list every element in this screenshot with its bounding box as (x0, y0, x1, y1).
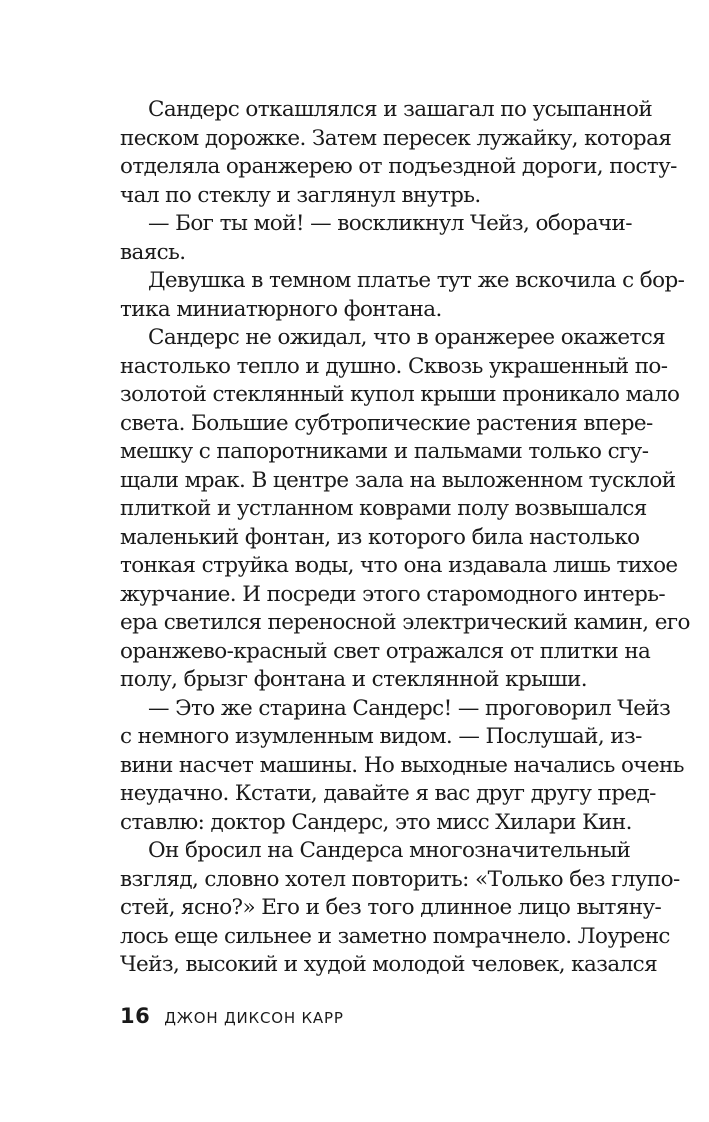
text-line: Сандерс откашлялся и зашагал по усыпанной (148, 97, 653, 122)
text-line: Он бросил на Сандерса многозначительный (148, 838, 631, 863)
text-line: света. Большие субтропические растения впере- (120, 410, 653, 436)
text-line: ера светился переносной электрический камин, его (120, 610, 690, 635)
text-line: ставлю: доктор Сандерс, это мисс Хилари Кин. (120, 809, 632, 835)
text-line: тика миниатюрного фонтана. (120, 296, 442, 322)
paragraph (120, 837, 680, 980)
paragraph (120, 96, 677, 210)
text-line: вини насчет машины. Но выходные начались очень (120, 752, 684, 778)
paragraph (120, 695, 684, 838)
text-line: взгляд, словно хотел повторить: «Только без глупо- (120, 866, 680, 892)
text-line: оранжево-красный свет отражался от плитки на (120, 638, 651, 664)
text-line: — Это же старина Сандерс! — проговорил Чейз (148, 695, 671, 721)
text-line: Девушка в темном платье тут же вскочила с бор- (148, 268, 685, 293)
text-line: полу, брызг фонтана и стеклянной крыши. (120, 667, 588, 692)
page-footer (120, 1004, 344, 1028)
paragraph (120, 267, 685, 324)
text-line: стей, ясно?» Его и без того длинное лицо вытяну- (120, 895, 662, 920)
text-line: настолько тепло и душно. Сквозь украшенный по- (120, 353, 668, 379)
text-line: журчание. И посреди этого старомодного интерь- (120, 581, 666, 607)
text-line: лось еще сильнее и заметно помрачнело. Лоуренс (120, 923, 670, 949)
text-line: щали мрак. В центре зала на выложенном тусклой (120, 467, 676, 493)
text-line: Сандерс не ожидал, что в оранжерее окажется (148, 325, 666, 350)
text-line: чал по стеклу и заглянул внутрь. (120, 182, 481, 208)
paragraph (120, 324, 690, 695)
text-line: песком дорожке. Затем пересек лужайку, которая (120, 125, 672, 151)
text-line: неудачно. Кстати, давайте я вас друг другу пред- (120, 781, 656, 806)
text-line: отделяла оранжерею от подъездной дороги, посту- (120, 154, 677, 179)
text-line: маленький фонтан, из которого била настолько (120, 524, 640, 550)
text-line: тонкая струйка воды, что она издавала лишь тихое (120, 553, 678, 578)
text-line: мешку с папоротниками и пальмами только сгу- (120, 439, 649, 464)
body-text (120, 96, 690, 980)
text-line: с немного изумленным видом. — Послушай, из- (120, 724, 642, 749)
text-line: золотой стеклянный купол крыши проникало мало (120, 382, 680, 407)
text-line: ваясь. (120, 239, 186, 265)
page-number: 16 (120, 1004, 151, 1028)
text-line: Чейз, высокий и худой молодой человек, казался (120, 952, 658, 977)
text-line: плиткой и устланном коврами полу возвышался (120, 496, 647, 521)
running-title: ДЖОН ДИКСОН КАРР (164, 1009, 344, 1027)
paragraph (120, 210, 632, 267)
text-line: — Бог ты мой! — воскликнул Чейз, оборачи- (148, 211, 632, 236)
